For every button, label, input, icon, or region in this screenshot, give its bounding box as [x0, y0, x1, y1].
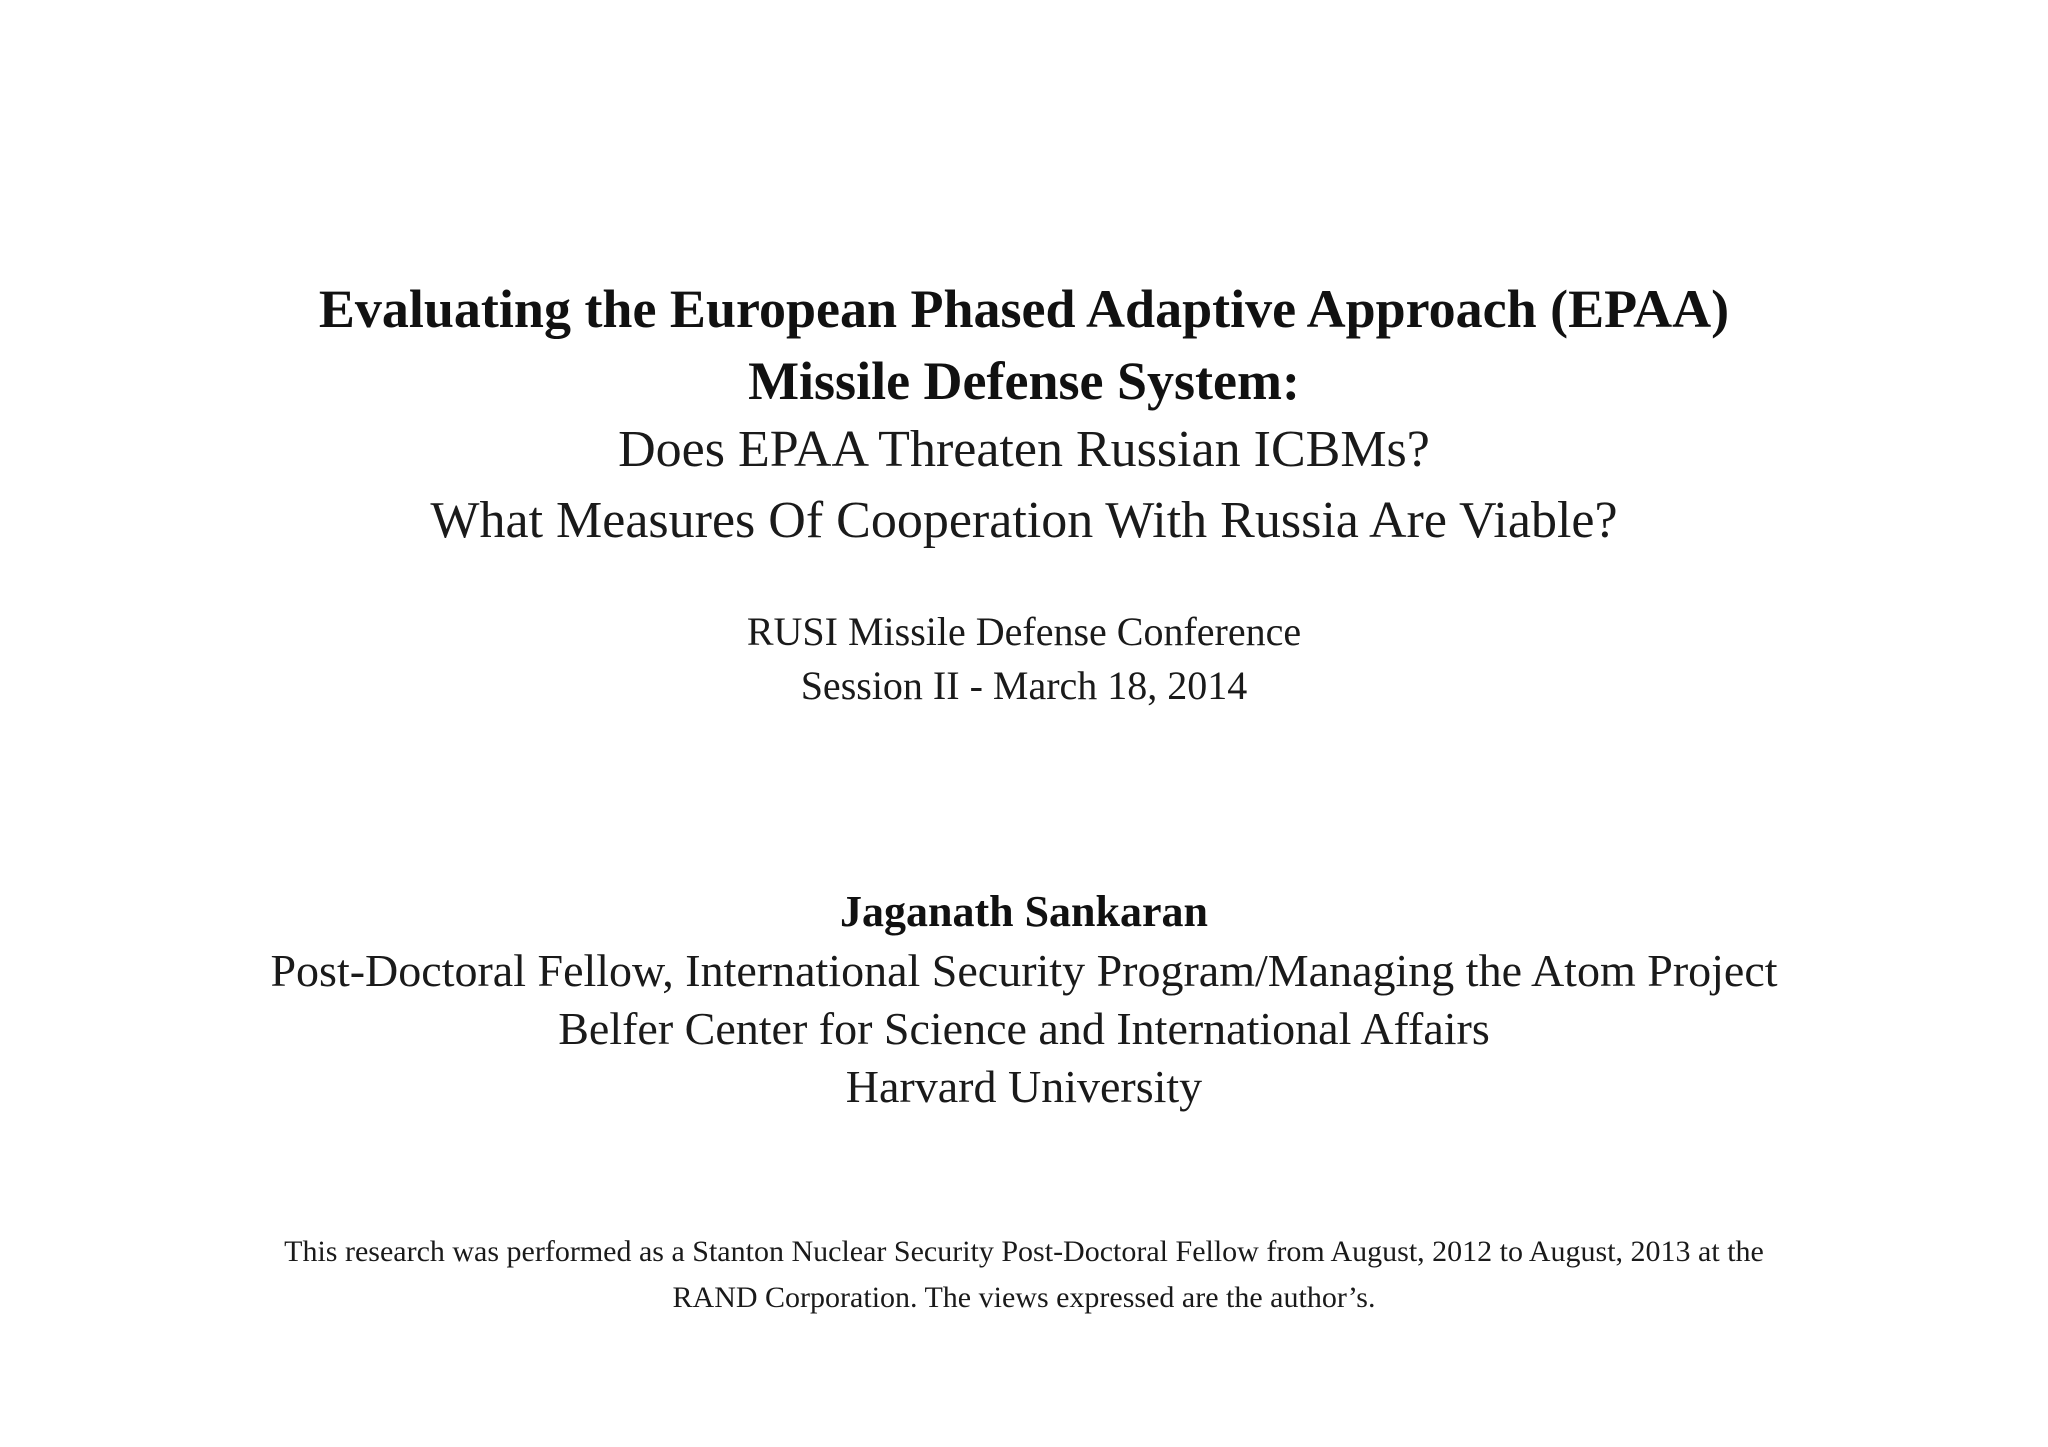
author-center: Belfer Center for Science and International Affairs	[558, 1003, 1490, 1054]
author-name: Jaganath Sankaran	[839, 887, 1208, 936]
conference-name: RUSI Missile Defense Conference	[746, 609, 1302, 654]
author-university: Harvard University	[845, 1061, 1203, 1112]
title-line-1: Evaluating the European Phased Adaptive Approach (EPAA)	[318, 279, 1730, 339]
subtitle-line-2: What Measures Of Cooperation With Russia Are Viable?	[430, 492, 1618, 549]
research-note-line-2: RAND Corporation. The views expressed are the author’s.	[672, 1281, 1376, 1314]
research-note-line-1: This research was performed as a Stanton Nuclear Security Post-Doctoral Fellow from August, 2012 to August, 2013 at the	[284, 1235, 1764, 1268]
subtitle-line-1: Does EPAA Threaten Russian ICBMs?	[618, 421, 1430, 478]
title-line-2: Missile Defense System:	[748, 351, 1300, 411]
conference-session: Session II - March 18, 2014	[800, 663, 1248, 708]
author-position: Post-Doctoral Fellow, International Security Program/Managing the Atom Project	[270, 945, 1778, 996]
